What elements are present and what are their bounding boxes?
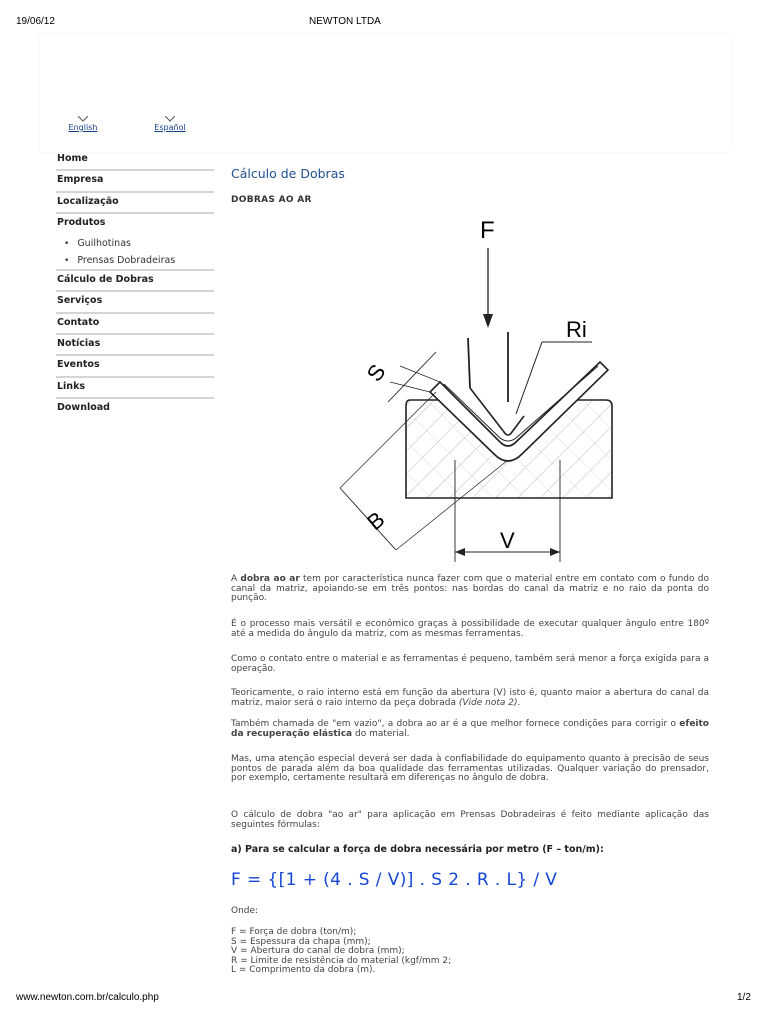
formula-label: a) Para se calcular a força de dobra necessária por metro (F – ton/m): [231, 844, 604, 855]
chevron-down-icon [165, 116, 175, 122]
paragraph-7: O cálculo de dobra "ao ar" para aplicação em Prensas Dobradeiras é feito mediante aplicação das seguintes fórmulas: [231, 810, 709, 830]
label-v: V [500, 528, 515, 553]
text: do material. [352, 728, 410, 739]
paragraph-6: Mas, uma atenção especial deverá ser dada à confiabilidade do equipamento quanto à precisão de seus pontos de parada além da boa qualidade das ferramentas utilizadas. Qualquer variação do prensador, por exemplo, certamente resultará em diferenças no ângulo de dobra. [231, 754, 709, 784]
bullet: • [64, 239, 70, 250]
emphasis: efeito da recuperação elástica [231, 719, 709, 739]
language-english-label: English [68, 123, 98, 132]
definition-item: S = Espessura da chapa (mm); [231, 936, 371, 947]
v-arrow-right [550, 548, 560, 556]
air-bending-diagram [330, 210, 630, 572]
print-date: 19/06/12 [16, 16, 55, 27]
emphasis: dobra ao ar [240, 574, 300, 584]
text: tem por característica nunca fazer com que o material entre em contato com o fundo do canal da matriz, apoiando-se em três pontos: nas bordas do canal da matriz e no raio da ponta do punção. [231, 574, 709, 604]
label-f: F [480, 217, 495, 244]
formula: F = {[1 + (4 . S / V)] . S 2 . R . L} / V [231, 870, 558, 890]
page-title: Cálculo de Dobras [231, 166, 345, 181]
text: Também chamada de "em vazio", a dobra ao ar é a que melhor fornece condições para corrigir o [231, 719, 680, 729]
text: . [517, 697, 521, 708]
definition-item: L = Comprimento da dobra (m). [231, 965, 376, 976]
paragraph-2: É o processo mais versátil e econômico graças à possibilidade de executar qualquer ângulo entre 180º até a medida do ângulo da matriz, com as mesmas ferramentas. [231, 619, 709, 639]
nav-item-contato[interactable]: Contato [56, 314, 214, 335]
text: Teoricamente, o raio interno está em função da abertura (V) isto é, quanto maior a abertura do canal da matriz, maior será o raio interno da peça dobrada [231, 688, 709, 708]
definition-item: F = Força de dobra (ton/m); [231, 927, 357, 937]
text: A [231, 574, 241, 584]
onde-label: Onde: [231, 906, 259, 916]
label-ri: Ri [566, 317, 587, 342]
force-arrow-head [483, 314, 493, 328]
paragraph-1 [231, 575, 709, 604]
label-b: B [362, 506, 390, 536]
nav-subitem-prensas[interactable] [56, 252, 214, 271]
nav-item-produtos[interactable]: Produtos [57, 216, 106, 228]
chevron-down-icon [78, 116, 88, 122]
s-dim-line [388, 352, 436, 402]
section-subtitle: DOBRAS AO AR [231, 195, 312, 205]
definition-item: R = Limite de resistência do material (kgf/mm 2; [231, 955, 452, 966]
label-s: S [361, 359, 391, 387]
paragraph-3: Como o contato entre o material e as ferramentas é pequeno, também será menor a força exigida para a operação. [231, 654, 709, 674]
nav-subitem-guilhotinas[interactable] [56, 235, 214, 252]
nav-item-links[interactable]: Links [56, 378, 214, 399]
nav-item-download[interactable]: Download [57, 401, 110, 413]
definitions-list [231, 928, 631, 976]
language-english-link[interactable] [58, 116, 108, 132]
sidebar-nav [56, 150, 214, 420]
nav-item-empresa[interactable]: Empresa [56, 171, 214, 192]
nav-item-calculo[interactable]: Cálculo de Dobras [56, 271, 214, 292]
nav-item-servicos[interactable]: Serviços [56, 292, 214, 313]
nav-item-home[interactable]: Home [56, 150, 214, 171]
print-page-number: 1/2 [737, 992, 751, 1003]
v-arrow-left [455, 548, 465, 556]
language-espanol-link[interactable] [145, 116, 195, 132]
nav-item-eventos[interactable]: Eventos [56, 356, 214, 377]
language-espanol-label: Español [154, 123, 186, 132]
ri-leader-d [516, 342, 542, 414]
nav-item-localizacao[interactable]: Localização [56, 193, 214, 214]
nav-subitem-label: Guilhotinas [77, 238, 131, 250]
paragraph-4 [231, 689, 709, 708]
bullet: • [64, 256, 70, 267]
definition-item: V = Abertura do canal de dobra (mm); [231, 946, 405, 957]
s-ext-2 [390, 382, 430, 392]
nav-item-noticias[interactable]: Notícias [56, 335, 214, 356]
print-site-title: NEWTON LTDA [309, 16, 381, 27]
paragraph-5 [231, 720, 709, 739]
nav-subitem-label: Prensas Dobradeiras [77, 255, 176, 267]
print-url: www.newton.com.br/calculo.php [16, 992, 159, 1003]
site-banner [40, 34, 730, 152]
note-ref: (Vide nota 2) [458, 697, 518, 708]
